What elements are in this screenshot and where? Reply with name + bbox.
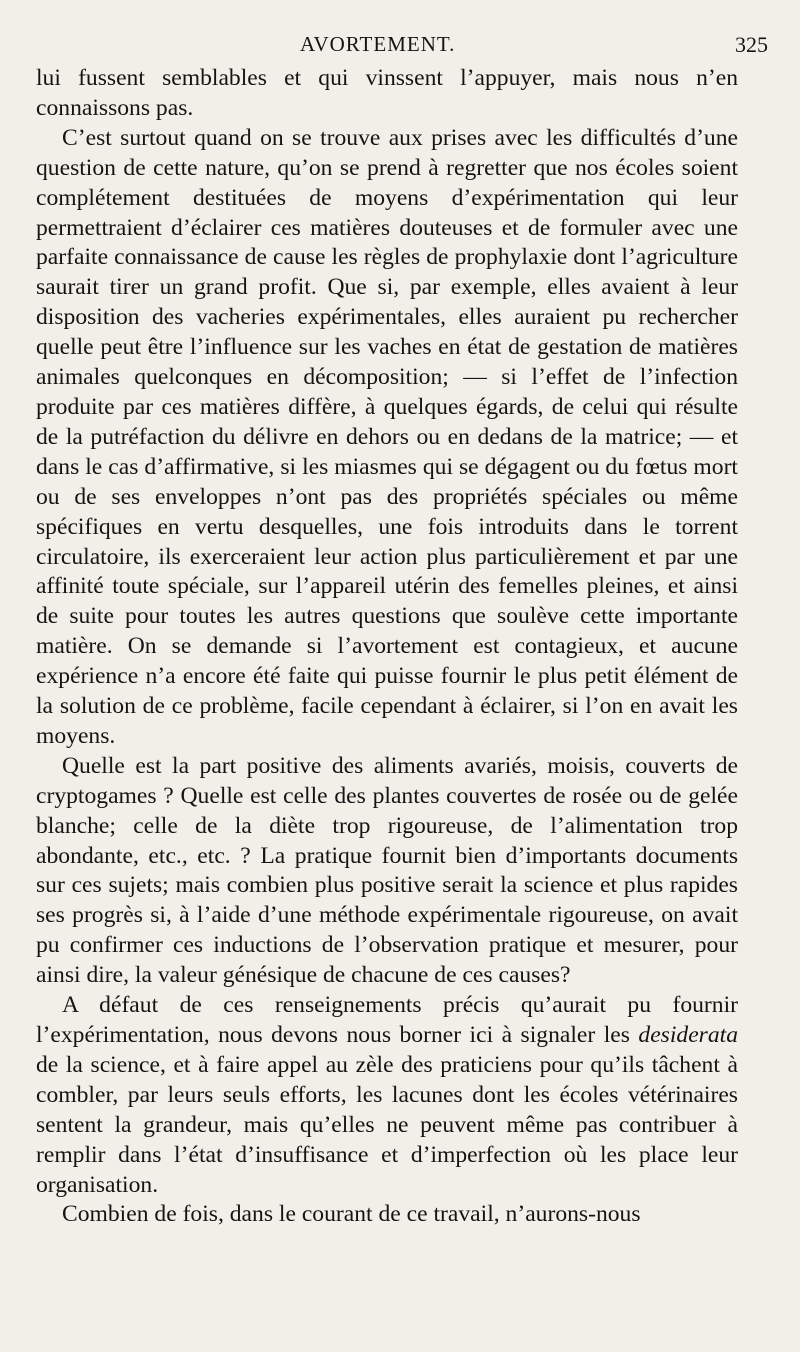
body-text: [36, 64, 738, 1230]
paragraph: [36, 991, 738, 1200]
paragraph-final-line: Combien de fois, dans le courant de ce travail, n’aurons-nous: [62, 1201, 641, 1228]
paragraph-continuation: lui fussent semblables et qui vinssent l’appuyer, mais nous n’en connaissons pas.: [36, 65, 738, 121]
paragraph: C’est surtout quand on se trouve aux prises avec les difficultés d’une question de cette nature, qu’on se prend à regretter que nos écoles soient complétement destituées de moyens d’expérimentation qui leur permettraient d’éclairer ces matières douteuses et de formuler avec une parfaite connaissance de cause les règles de prophylaxie dont l’agriculture saurait tirer un grand profit. Que si, par exemple, elles avaient à leur disposition des vacheries expérimentales, elles auraient pu rechercher quelle peut être l’influence sur les vaches en état de gestation de matières animales quelconques en décomposition; — si l’effet de l’infection produite par ces matières diffère, à quelques égards, de celui qui résulte de la putréfaction du délivre en dehors ou en dedans de la matrice; — et dans le cas d’affirmative, si les miasmes qui se dégagent ou du fœtus mort ou de ses enveloppes n’ont pas des propriétés spéciales ou même spécifiques en vertu desquelles, une fois introduits dans le torrent circulatoire, ils exerceraient leur action plus particulièrement et par une affinité toute spéciale, sur l’appareil utérin des femelles pleines, et ainsi de suite pour toutes les autres questions que soulève cette importante matière. On se demande si l’avortement est contagieux, et aucune expérience n’a encore été faite qui puisse fournir le plus petit élément de la solution de ce problème, facile cependant à éclairer, si l’on en avait les moyens.: [36, 124, 738, 749]
italic-term: desiderata: [638, 1022, 738, 1048]
paragraph-text: de la science, et à faire appel au zèle des praticiens pour qu’ils tâchent à combler, par leurs seuls efforts, les lacunes dont les écoles vétérinaires sentent la grandeur, mais qu’elles ne peuvent même pas contribuer à remplir dans l’état d’insuffisance et d’imperfection où les place leur organisation.: [36, 1051, 738, 1198]
paragraph: Quelle est la part positive des aliments avariés, moisis, couverts de cryptogames ? Quelle est celle des plantes couvertes de rosée ou de gelée blanche; celle de la diète trop rigoureuse, de l’alimentation trop abondante, etc., etc. ? La pratique fournit bien d’importants documents sur ces sujets; mais combien plus positive serait la science et plus rapides ses progrès si, à l’aide d’une méthode expérimentale rigoureuse, on avait pu confirmer ces inductions de l’observation pratique et mesurer, pour ainsi dire, la valeur génésique de chacune de ces causes?: [36, 752, 738, 989]
page-number: 325: [735, 32, 768, 57]
page-header: [36, 30, 768, 60]
running-head: AVORTEMENT.: [300, 32, 456, 56]
paragraph-text: A défaut de ces renseignements précis qu’aurait pu fournir l’expérimentation, nous devons nous borner ici à signaler les: [36, 992, 738, 1048]
